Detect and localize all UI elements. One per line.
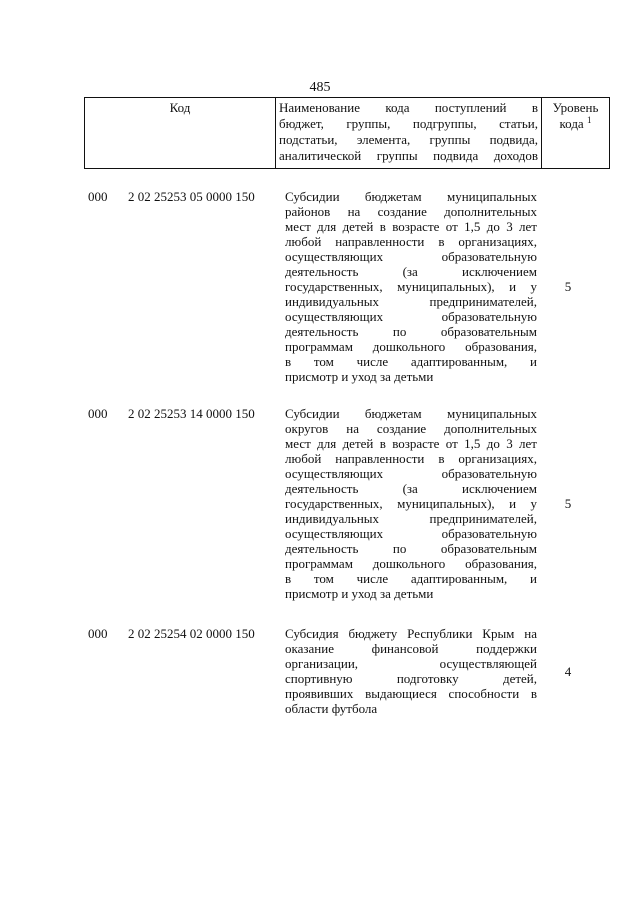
header-code-label: Код — [169, 100, 191, 115]
entry-name-line: программам дошкольного образования, — [285, 556, 537, 571]
entry-name-line: в том числе адаптированным, и — [285, 571, 537, 586]
entry-name-line: округов на создание дополнительных — [285, 421, 537, 436]
entry-name — [285, 189, 537, 384]
entry-name-line: любой направленности в организациях, — [285, 451, 537, 466]
entry-name-line: деятельность по образовательным — [285, 541, 537, 556]
entry-level: 4 — [564, 664, 572, 679]
entry-name-line: осуществляющих образовательную — [285, 466, 537, 481]
entry-name-line: спортивную подготовку детей, — [285, 671, 537, 686]
entry-name-line: мест для детей в возрасте от 1,5 до 3 лет — [285, 219, 537, 234]
admin-code: 000 — [88, 406, 108, 421]
entry-name-line: Субсидии бюджетам муниципальных — [285, 406, 537, 421]
entry-name-line: деятельность по образовательным — [285, 324, 537, 339]
header-level-cell — [542, 98, 610, 169]
entry-name-line: в том числе адаптированным, и — [285, 354, 537, 369]
footnote-mark: 1 — [586, 115, 592, 125]
entry-name-line: области футбола — [285, 701, 378, 716]
entry-name-line: осуществляющих образовательную — [285, 309, 537, 324]
income-code: 2 02 25254 02 0000 150 — [128, 626, 255, 641]
entry-name-line: оказание финансовой поддержки — [285, 641, 537, 656]
entry-name-line: государственных, муниципальных), и у — [285, 279, 537, 294]
page-number: 485 — [309, 80, 331, 95]
header-code-cell — [85, 98, 276, 169]
entry-name-line: программам дошкольного образования, — [285, 339, 537, 354]
entry-name — [285, 626, 537, 716]
header-name-line: подстатьи, элемента, группы подвида, — [279, 132, 538, 147]
entry-name-line: мест для детей в возрасте от 1,5 до 3 лет — [285, 436, 537, 451]
entry-name-line: государственных, муниципальных), и у — [285, 496, 537, 511]
entry-name-line: деятельность (за исключением — [285, 264, 537, 279]
entry-name-line: присмотр и уход за детьми — [285, 586, 434, 601]
header-level-line — [545, 116, 606, 132]
entry-name-line: районов на создание дополнительных — [285, 204, 537, 219]
entry-name — [285, 406, 537, 601]
entry-level: 5 — [564, 279, 572, 294]
entry-name-line: Субсидии бюджетам муниципальных — [285, 189, 537, 204]
entry-name-line: осуществляющих образовательную — [285, 526, 537, 541]
entry-name-line: Субсидия бюджету Республики Крым на — [285, 626, 537, 641]
entry-name-line: проявивших выдающиеся способности в — [285, 686, 537, 701]
header-level-word: кода — [559, 116, 584, 131]
income-code: 2 02 25253 05 0000 150 — [128, 189, 255, 204]
entry-level: 5 — [564, 496, 572, 511]
entry-name-line: осуществляющих образовательную — [285, 249, 537, 264]
header-name-line: бюджет, группы, подгруппы, статьи, — [279, 116, 538, 131]
table-header — [84, 97, 610, 169]
header-level-line: Уровень — [552, 100, 599, 115]
admin-code: 000 — [88, 626, 108, 641]
admin-code: 000 — [88, 189, 108, 204]
entry-name-line: индивидуальных предпринимателей, — [285, 511, 537, 526]
header-name-line: Наименование кода поступлений в — [279, 100, 538, 115]
entry-name-line: деятельность (за исключением — [285, 481, 537, 496]
header-name-line: аналитической группы подвида доходов — [279, 148, 538, 163]
entry-name-line: индивидуальных предпринимателей, — [285, 294, 537, 309]
header-name-cell — [276, 98, 542, 169]
entry-name-line: присмотр и уход за детьми — [285, 369, 434, 384]
income-code: 2 02 25253 14 0000 150 — [128, 406, 255, 421]
entry-name-line: любой направленности в организациях, — [285, 234, 537, 249]
entry-name-line: организации, осуществляющей — [285, 656, 537, 671]
